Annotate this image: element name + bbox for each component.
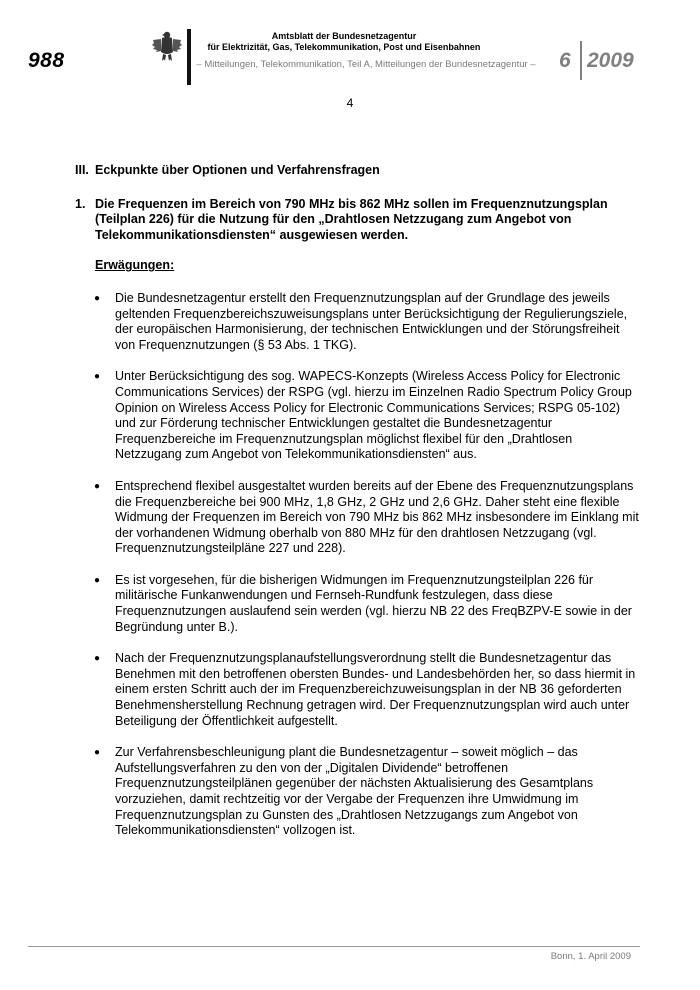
- considerations-label: Erwägungen:: [95, 258, 175, 273]
- list-item: ● Die Bundesnetzagentur erstellt den Frequenznutzungsplan auf der Grundlage des jeweils geltenden Frequenzbereichszuweisungsplans unter Berücksichtigung der Regulierungsziele, der europäischen Harmonisierung, der technischen Entwicklungen und der Störungsfreiheit von Frequenznutzungen (§ 53 Abs. 1 TKG).: [75, 291, 640, 353]
- document-page-number: 4: [346, 96, 354, 110]
- list-item: ● Nach der Frequenznutzungsplanaufstellungsverordnung stellt die Bundesnetzagentur das Benehmen mit den betroffenen obersten Bundes- und Landesbehörden her, so dass hiermit in einem ersten Schritt auch der im Frequenzbereichzuweisungsplan in der NB 36 geforderten Benehmensherstellung Rechnung getragen wird. Der Frequenznutzungsplan wird auch unter Beteiligung der Öffentlichkeit aufgestellt.: [75, 651, 640, 729]
- item-number: 1.: [75, 196, 86, 211]
- federal-eagle-icon: [151, 30, 183, 64]
- list-item: ● Unter Berücksichtigung des sog. WAPECS-Konzepts (Wireless Access Policy for Electronic Communications Services) der RSPG (vgl. hierzu im Einzelnen Radio Spectrum Policy Group Opinion on Wireless Access Policy for Electronic Communications Services; RSPG 05-102) und zur Förderung technischer Entwicklungen gestaltet die Bundesnetzagentur Frequenzbereiche im Frequenznutzungsplan möglichst flexibel für den „Drahtlosen Netzzugang zum Angebot von Telekommunikationsdiensten“ aus.: [75, 369, 640, 463]
- list-item: ● Entsprechend flexibel ausgestaltet wurden bereits auf der Ebene des Frequenznutzungsplans die Frequenzbereiche bei 900 MHz, 1,8 GHz, 2 GHz und 2,6 GHz. Daher steht eine flexible Widmung der Frequenzen im Bereich von 790 MHz bis 862 MHz insbesondere im Einklang mit der vorhandenen Widmung oberhalb von 880 MHz für den drahtlosen Netzzugang (vgl. Frequenznutzungsteilpläne 227 und 228).: [75, 479, 640, 557]
- bullet-icon: ●: [94, 292, 101, 304]
- section-heading: [75, 163, 640, 179]
- list-item: ● Es ist vorgesehen, für die bisherigen Widmungen im Frequenznutzungsteilplan 226 für militärische Funkanwendungen und Fernseh-Rundfunk festzulegen, dass diese Frequenznutzungen auslaufend sein werden (vgl. hierzu NB 22 des FreqBZPV-E sowie in der Begründung unter B.).: [75, 573, 640, 635]
- bullet-icon: ●: [94, 371, 101, 383]
- section-number: III.: [75, 163, 89, 177]
- item-heading: [75, 197, 640, 244]
- issue-divider: [580, 41, 582, 80]
- list-item: ● Zur Verfahrensbeschleunigung plant die Bundesnetzagentur – soweit möglich – das Aufstellungsverfahren zu den von der „Digitalen Dividende“ betroffenen Frequenznutzungsteilplänen gegenüber der nächsten Aktualisierung des Gesamtplans vorzuziehen, damit rechtzeitig vor der Vergabe der Frequenzen ihre Umwidmung im Frequenznutzungsplan zu Gunsten des „Drahtlosen Netzzugangs zum Angebot von Telekommunikationsdiensten“ vollzogen ist.: [75, 745, 640, 839]
- item-title: Die Frequenzen im Bereich von 790 MHz bis 862 MHz sollen im Frequenznutzungsplan (Teilplan 226) für die Nutzung für den „Drahtlosen Netzzugang zum Angebot von Telekommunikationsdiensten“ ausgewiesen werden.: [95, 196, 608, 242]
- gazette-title: Amtsblatt der Bundesnetzagentur: [271, 31, 417, 41]
- bullet-icon: ●: [94, 480, 101, 492]
- gazette-title-line2: für Elektrizität, Gas, Telekommunikation, Post und Eisenbahnen: [207, 42, 481, 52]
- bullet-icon: ●: [94, 747, 101, 759]
- gazette-subtitle: – Mitteilungen, Telekommunikation, Teil A, Mitteilungen der Bundesnetzagentur –: [196, 59, 536, 70]
- considerations-list: [75, 291, 640, 839]
- footer-divider: [28, 946, 640, 947]
- footer-place-date: Bonn, 1. April 2009: [550, 951, 631, 962]
- bullet-icon: ●: [94, 574, 101, 586]
- issue-number: 6: [559, 49, 571, 72]
- section-title: Eckpunkte über Optionen und Verfahrensfragen: [95, 163, 380, 177]
- main-content: [75, 163, 640, 855]
- header-divider: [187, 29, 191, 85]
- page-number: 988: [28, 49, 65, 72]
- issue-year: 2009: [587, 49, 634, 72]
- bullet-icon: ●: [94, 653, 101, 665]
